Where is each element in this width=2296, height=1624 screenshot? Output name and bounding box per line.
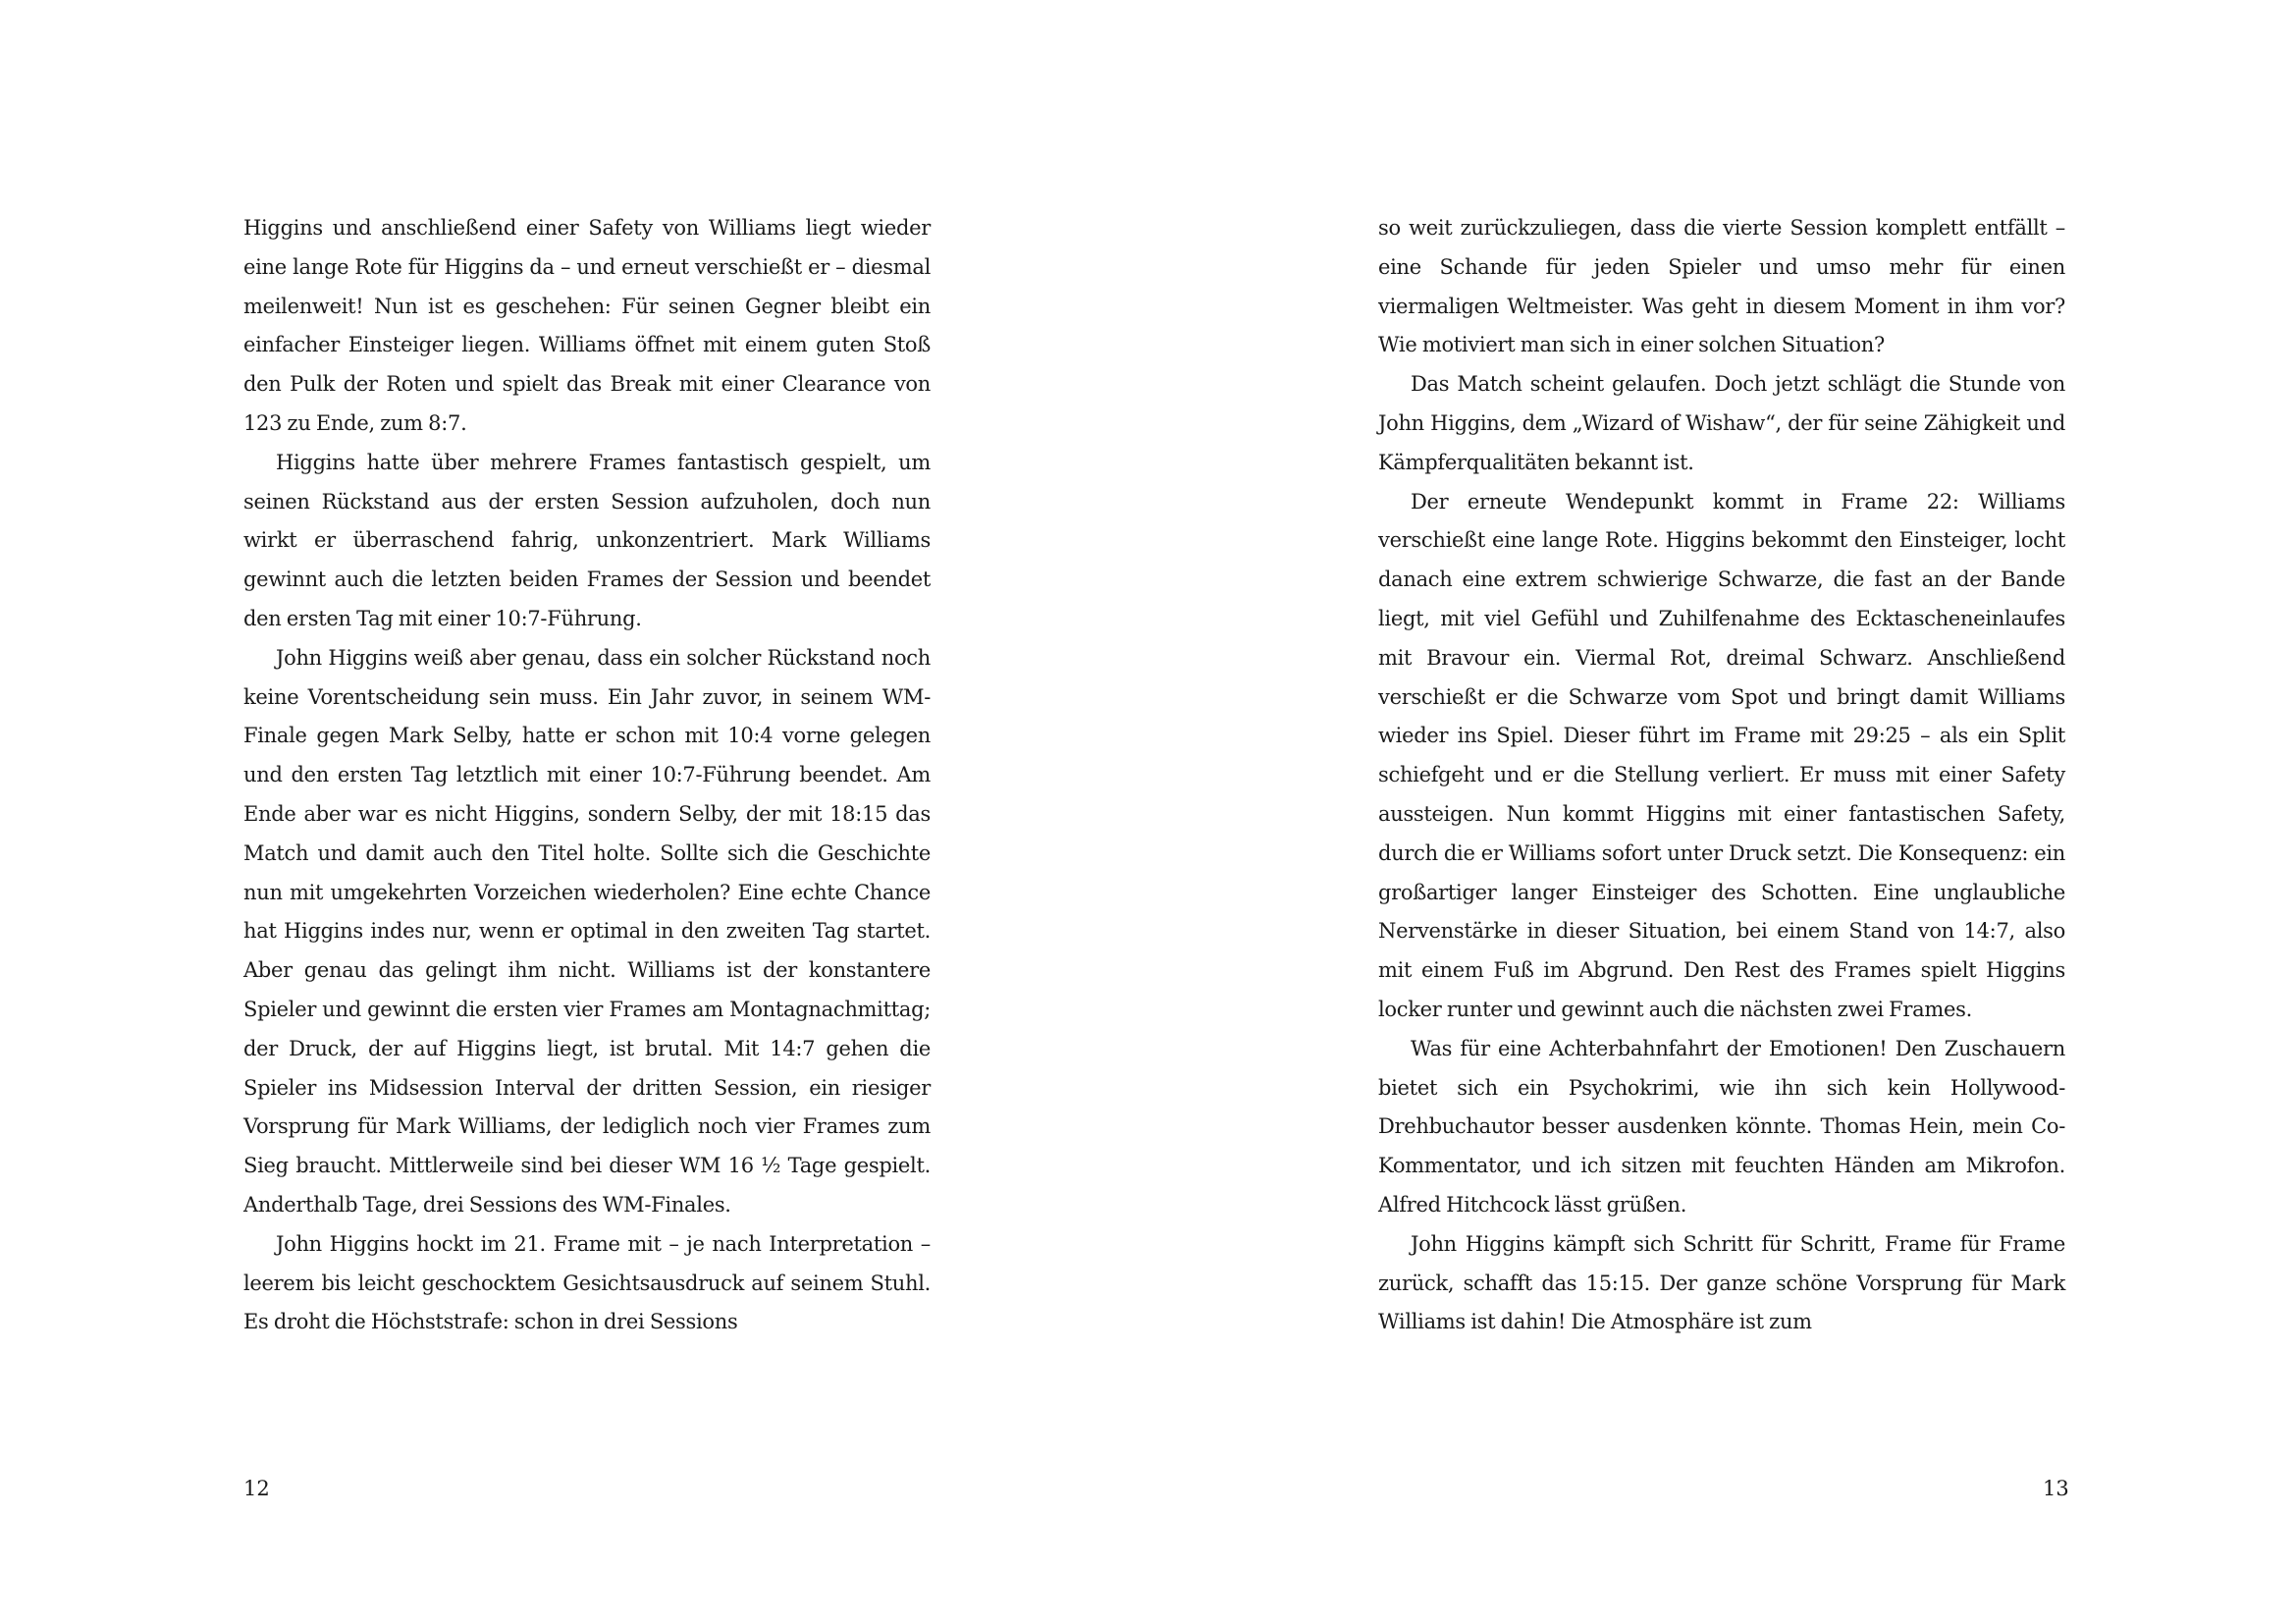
page-number-right: 13	[2043, 1477, 2069, 1500]
paragraph: Was für eine Achterbahnfahrt der Emotionen! Den Zuschauern bietet sich ein Psychokrimi, wie ihn sich kein Hollywood-Drehbuchautor besser ausdenken könnte. Thomas Hein, mein Co-Kommentator, und ich sitzen mit feuchten Händen am Mikrofon. Alfred Hitchcock lässt grüßen.	[1378, 1036, 2065, 1217]
paragraph: John Higgins hockt im 21. Frame mit – je nach Interpretation – leerem bis leicht geschocktem Gesichtsausdruck auf seinem Stuhl. Es droht die Höchststrafe: schon in drei Sessions	[243, 1231, 931, 1334]
paragraph: Das Match scheint gelaufen. Doch jetzt schlägt die Stunde von John Higgins, dem „Wizard of Wishaw“, der für seine Zähigkeit und Kämpferqualitäten bekannt ist.	[1378, 372, 2065, 474]
paragraph: Higgins und anschließend einer Safety von Williams liegt wieder eine lange Rote für Higgins da – und erneut verschießt er – diesmal meilenweit! Nun ist es geschehen: Für seinen Gegner bleibt ein einfacher Einsteiger liegen. Williams öffnet mit einem guten Stoß den Pulk der Roten und spielt das Break mit einer Clearance von 123 zu Ende, zum 8:7.	[243, 216, 931, 435]
page-number-left: 12	[243, 1477, 270, 1500]
right-page	[1148, 0, 2296, 1624]
right-page-body	[1378, 209, 2065, 1342]
paragraph: John Higgins kämpft sich Schritt für Schritt, Frame für Frame zurück, schafft das 15:15. Der ganze schöne Vorsprung für Mark Williams ist dahin! Die Atmosphäre ist zum	[1378, 1231, 2065, 1334]
paragraph: so weit zurückzuliegen, dass die vierte Session komplett entfällt – eine Schande für jeden Spieler und umso mehr für einen viermaligen Weltmeister. Was geht in diesem Moment in ihm vor? Wie motiviert man sich in einer solchen Situation?	[1378, 216, 2065, 357]
left-page-body	[243, 209, 931, 1342]
paragraph: Higgins hatte über mehrere Frames fantastisch gespielt, um seinen Rückstand aus der ersten Session aufzuholen, doch nun wirkt er überraschend fahrig, unkonzentriert. Mark Williams gewinnt auch die letzten beiden Frames der Session und beendet den ersten Tag mit einer 10:7-Führung.	[243, 450, 931, 630]
paragraph: John Higgins weiß aber genau, dass ein solcher Rückstand noch keine Vorentscheidung sein muss. Ein Jahr zuvor, in seinem WM-Finale gegen Mark Selby, hatte er schon mit 10:4 vorne gelegen und den ersten Tag letztlich mit einer 10:7-Führung beendet. Am Ende aber war es nicht Higgins, sondern Selby, der mit 18:15 das Match und damit auch den Titel holte. Sollte sich die Geschichte nun mit umgekehrten Vorzeichen wiederholen? Eine echte Chance hat Higgins indes nur, wenn er optimal in den zweiten Tag startet. Aber genau das gelingt ihm nicht. Williams ist der konstantere Spieler und gewinnt die ersten vier Frames am Montagnachmittag; der Druck, der auf Higgins liegt, ist brutal. Mit 14:7 gehen die Spieler ins Midsession Interval der dritten Session, ein riesiger Vorsprung für Mark Williams, der lediglich noch vier Frames zum Sieg braucht. Mittlerweile sind bei dieser WM 16 ½ Tage gespielt. Anderthalb Tage, drei Sessions des WM-Finales.	[243, 645, 931, 1217]
paragraph: Der erneute Wendepunkt kommt in Frame 22: Williams verschießt eine lange Rote. Higgins bekommt den Einsteiger, locht danach eine extrem schwierige Schwarze, die fast an der Bande liegt, mit viel Gefühl und Zuhilfenahme des Ecktascheneinlaufes mit Bravour ein. Viermal Rot, dreimal Schwarz. Anschließend verschießt er die Schwarze vom Spot und bringt damit Williams wieder ins Spiel. Dieser führt im Frame mit 29:25 – als ein Split schiefgeht und er die Stellung verliert. Er muss mit einer Safety aussteigen. Nun kommt Higgins mit einer fantastischen Safety, durch die er Williams sofort unter Druck setzt. Die Konsequenz: ein großartiger langer Einsteiger des Schotten. Eine unglaubliche Nervenstärke in dieser Situation, bei einem Stand von 14:7, also mit einem Fuß im Abgrund. Den Rest des Frames spielt Higgins locker runter und gewinnt auch die nächsten zwei Frames.	[1378, 489, 2065, 1021]
